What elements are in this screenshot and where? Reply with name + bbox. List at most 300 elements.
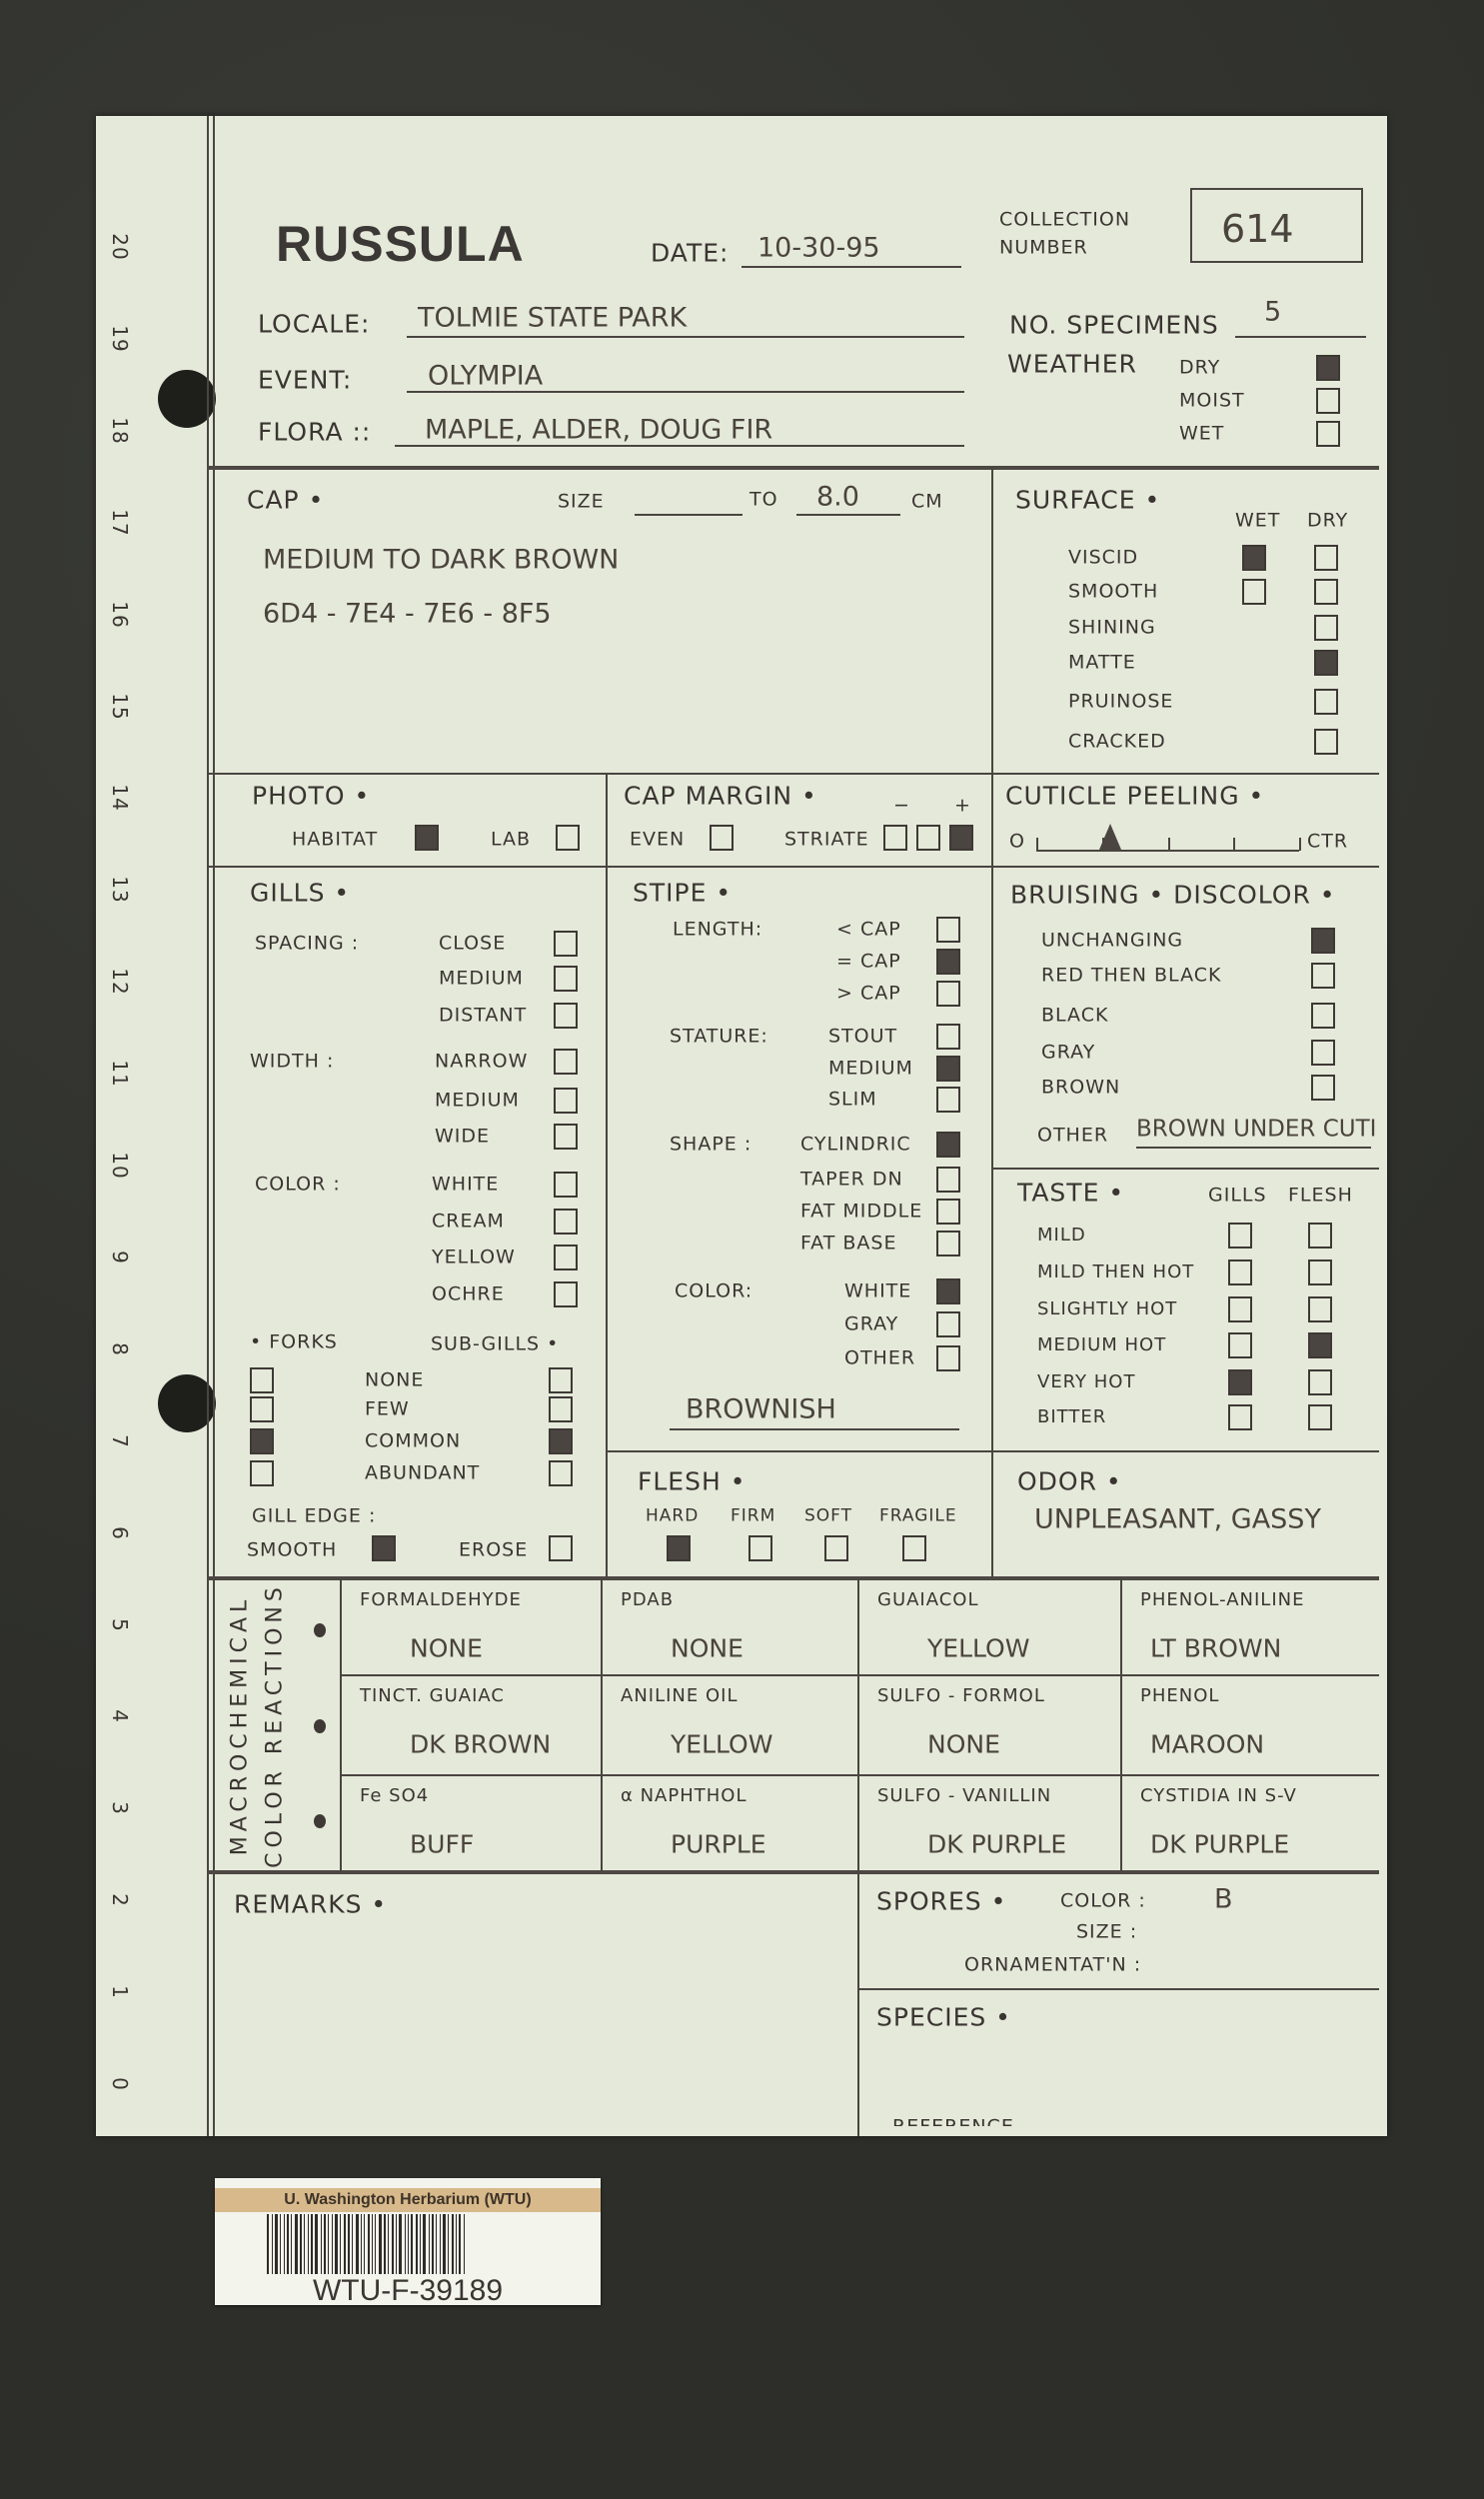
cap-color-description: MEDIUM TO DARK BROWN xyxy=(263,544,620,576)
barcode-bar xyxy=(295,2214,298,2274)
surface-matte-dry-checkbox[interactable] xyxy=(1314,650,1338,676)
cap-margin-striate-checkbox[interactable] xyxy=(916,825,940,851)
surface-option-label: CRACKED xyxy=(1068,730,1166,753)
row-bullet xyxy=(314,1814,326,1828)
stipe-color-option-label: WHITE xyxy=(844,1279,912,1302)
reagent-name: PHENOL-ANILINE xyxy=(1140,1589,1305,1610)
gill-forks-checkbox[interactable] xyxy=(250,1428,274,1454)
reagent-result: NONE xyxy=(410,1633,483,1663)
gill-spacing-label: SPACING : xyxy=(255,932,360,955)
flora-label: FLORA :: xyxy=(258,417,372,447)
cap-margin-striate-checkbox[interactable] xyxy=(949,825,973,851)
stipe-color-other-checkbox[interactable] xyxy=(936,1345,960,1371)
collection-number: 614 xyxy=(1221,207,1294,251)
surface-wet-header: WET xyxy=(1235,509,1281,532)
gill-subgills-checkbox[interactable] xyxy=(549,1428,573,1454)
bruising-other-label: OTHER xyxy=(1037,1124,1109,1147)
stipe-shape-fat-base-checkbox[interactable] xyxy=(936,1231,960,1256)
weather-label: WEATHER xyxy=(1007,349,1137,379)
cap-margin-even-checkbox[interactable] xyxy=(710,825,734,851)
gill-width-wide-checkbox[interactable] xyxy=(554,1124,578,1150)
barcode-bar xyxy=(344,2214,346,2274)
flesh-option-label: FIRM xyxy=(731,1505,776,1526)
reagent-result: PURPLE xyxy=(671,1829,766,1859)
weather-option-label: MOIST xyxy=(1179,389,1245,412)
surface-cracked-dry-checkbox[interactable] xyxy=(1314,729,1338,755)
cuticle-peeling-marker[interactable] xyxy=(1099,824,1121,850)
form-left-border xyxy=(207,116,209,2136)
barcode-bar xyxy=(443,2214,446,2274)
stipe-length--cap-checkbox[interactable] xyxy=(936,981,960,1007)
taste-option-label: MILD xyxy=(1037,1225,1086,1246)
taste-flesh-checkbox[interactable] xyxy=(1308,1404,1332,1430)
ruler-mark: 12 xyxy=(108,968,132,996)
remarks-top-divider xyxy=(207,1870,1379,1874)
divider-line xyxy=(1120,1578,1122,1872)
bruising-brown-checkbox[interactable] xyxy=(1311,1075,1335,1101)
reagent-result: DK PURPLE xyxy=(927,1829,1067,1859)
barcode-bar xyxy=(420,2214,421,2274)
gill-edge-smooth-checkbox[interactable] xyxy=(372,1535,396,1561)
stipe-shape-taper-dn-checkbox[interactable] xyxy=(936,1167,960,1193)
cap-margin-minus: − xyxy=(893,794,910,817)
reagent-name: PHENOL xyxy=(1140,1685,1220,1706)
barcode-bar xyxy=(308,2214,309,2274)
weather-option-label: WET xyxy=(1179,422,1225,445)
cap-section-title: CAP • xyxy=(247,485,325,515)
gill-width-label: WIDTH : xyxy=(250,1050,335,1073)
color-reactions-title: COLOR REACTIONS xyxy=(262,1582,288,1868)
stipe-stature-stout-checkbox[interactable] xyxy=(936,1024,960,1050)
taste-flesh-checkbox[interactable] xyxy=(1308,1369,1332,1395)
taste-flesh-checkbox[interactable] xyxy=(1308,1332,1332,1358)
surface-viscid-wet-checkbox[interactable] xyxy=(1242,545,1266,571)
rule-line xyxy=(207,773,1379,775)
specimens-label: NO. SPECIMENS xyxy=(1009,310,1219,340)
gill-edge-erose-label: EROSE xyxy=(459,1538,529,1561)
gill-spacing-medium-checkbox[interactable] xyxy=(554,966,578,992)
cap-margin-plus: + xyxy=(954,794,971,817)
reagent-name: FORMALDEHYDE xyxy=(360,1589,522,1610)
reagent-name: PDAB xyxy=(621,1589,675,1610)
gill-subgills-checkbox[interactable] xyxy=(549,1460,573,1486)
barcode-bar xyxy=(372,2214,373,2274)
form-title: RUSSULA xyxy=(276,216,525,272)
gill-width-option-label: NARROW xyxy=(435,1050,529,1073)
flesh-hard-checkbox[interactable] xyxy=(667,1535,691,1561)
reagent-result: YELLOW xyxy=(671,1729,773,1759)
gill-color-option-label: WHITE xyxy=(432,1173,500,1196)
barcode-bar xyxy=(280,2214,281,2274)
event-value: OLYMPIA xyxy=(428,360,544,392)
barcode-bar xyxy=(361,2214,362,2274)
barcode-bar xyxy=(287,2214,289,2274)
taste-flesh-checkbox[interactable] xyxy=(1308,1296,1332,1322)
ruler-mark: 5 xyxy=(108,1617,132,1632)
rule-line xyxy=(207,866,1379,868)
bruising-unchanging-checkbox[interactable] xyxy=(1311,928,1335,954)
reagent-result: BUFF xyxy=(410,1829,475,1859)
bruising-other-underline xyxy=(1136,1147,1371,1149)
cuticle-scale-tick xyxy=(1299,838,1301,851)
ruler-mark: 1 xyxy=(108,1985,132,1999)
divider-line xyxy=(606,773,608,1578)
taste-flesh-header: FLESH xyxy=(1288,1184,1353,1207)
flora-value: MAPLE, ALDER, DOUG FIR xyxy=(425,414,773,446)
taste-gills-checkbox[interactable] xyxy=(1228,1369,1252,1395)
bruising-other-value: BROWN UNDER CUTI xyxy=(1136,1116,1377,1143)
flesh-soft-checkbox[interactable] xyxy=(824,1535,848,1561)
taste-gills-checkbox[interactable] xyxy=(1228,1259,1252,1285)
ruler-mark: 17 xyxy=(108,508,132,537)
gill-width-option-label: MEDIUM xyxy=(435,1089,520,1112)
barcode-bar xyxy=(300,2214,302,2274)
barcode-bar xyxy=(452,2214,454,2274)
surface-viscid-dry-checkbox[interactable] xyxy=(1314,545,1338,571)
gill-edge-erose-checkbox[interactable] xyxy=(549,1535,573,1561)
locale-value: TOLMIE STATE PARK xyxy=(418,302,688,334)
reagent-result: LT BROWN xyxy=(1150,1633,1282,1663)
species-label: SPECIES • xyxy=(876,2002,1011,2032)
barcode-bar xyxy=(328,2214,329,2274)
gill-forks-checkbox[interactable] xyxy=(250,1460,274,1486)
barcode-bar xyxy=(388,2214,389,2274)
divider-line xyxy=(857,1872,859,2136)
stipe-stature-slim-checkbox[interactable] xyxy=(936,1087,960,1113)
barcode-bar xyxy=(352,2214,353,2274)
locale-label: LOCALE: xyxy=(258,309,371,339)
header-divider xyxy=(207,466,1379,470)
ruler-mark: 13 xyxy=(108,876,132,905)
weather-moist-checkbox[interactable] xyxy=(1316,388,1340,414)
locale-underline xyxy=(407,336,964,338)
ruler-mark: 9 xyxy=(108,1250,132,1264)
reagent-result: NONE xyxy=(671,1633,743,1663)
bruising-option-label: BROWN xyxy=(1041,1076,1121,1099)
bruising-option-label: GRAY xyxy=(1041,1041,1096,1064)
flesh-firm-checkbox[interactable] xyxy=(748,1535,772,1561)
row-bullet xyxy=(314,1719,326,1733)
photo-section-title: PHOTO • xyxy=(252,781,371,811)
gill-forks-checkbox[interactable] xyxy=(250,1367,274,1393)
gill-forks-option-label: COMMON xyxy=(365,1429,462,1452)
cap-margin-section-title: CAP MARGIN • xyxy=(624,781,817,811)
collection-label: COLLECTION xyxy=(999,208,1131,231)
barcode-bar xyxy=(379,2214,382,2274)
barcode-bar xyxy=(291,2214,292,2274)
stipe-shape-option-label: TAPER DN xyxy=(800,1168,903,1191)
surface-shining-dry-checkbox[interactable] xyxy=(1314,615,1338,641)
bruising-option-label: RED THEN BLACK xyxy=(1041,964,1222,987)
stipe-length--cap-checkbox[interactable] xyxy=(936,949,960,975)
stipe-shape-option-label: CYLINDRIC xyxy=(800,1133,911,1156)
flesh-option-label: FRAGILE xyxy=(879,1505,957,1526)
surface-section-title: SURFACE • xyxy=(1015,485,1161,515)
ruler-mark: 15 xyxy=(108,692,132,721)
stipe-color-white-checkbox[interactable] xyxy=(936,1278,960,1304)
bruising-section-title: BRUISING • DISCOLOR • xyxy=(1010,880,1336,910)
cap-unit: CM xyxy=(911,490,943,513)
rule-line xyxy=(606,1450,1379,1452)
barcode-bar xyxy=(416,2214,418,2274)
rule-line xyxy=(991,1168,1379,1170)
barcode-bar xyxy=(321,2214,322,2274)
barcode-bar xyxy=(356,2214,359,2274)
barcode-bar xyxy=(267,2214,269,2274)
barcode-bar xyxy=(399,2214,402,2274)
cuticle-scale-start: O xyxy=(1009,830,1025,853)
ruler-mark: 19 xyxy=(108,325,132,353)
barcode-bar xyxy=(459,2214,461,2274)
bruising-option-label: UNCHANGING xyxy=(1041,929,1184,952)
gill-color-yellow-checkbox[interactable] xyxy=(554,1245,578,1270)
spores-section-title: SPORES • xyxy=(876,1886,1007,1916)
barcode-bar xyxy=(324,2214,326,2274)
gill-color-option-label: YELLOW xyxy=(432,1246,516,1268)
stipe-length-option-label: = CAP xyxy=(836,950,901,973)
stipe-shape-label: SHAPE : xyxy=(670,1133,752,1156)
divider-line xyxy=(601,1578,603,1872)
ruler-mark: 8 xyxy=(108,1341,132,1356)
gill-forks-option-label: NONE xyxy=(365,1368,425,1391)
stipe-color-option-label: GRAY xyxy=(844,1312,899,1335)
bruising-gray-checkbox[interactable] xyxy=(1311,1040,1335,1066)
stipe-color-gray-checkbox[interactable] xyxy=(936,1311,960,1337)
gill-spacing-option-label: DISTANT xyxy=(439,1004,528,1027)
stipe-length-option-label: < CAP xyxy=(836,918,901,941)
cap-margin-striate-checkbox[interactable] xyxy=(883,825,907,851)
macrochem-top-divider xyxy=(207,1576,1379,1580)
ruler-mark: 6 xyxy=(108,1525,132,1540)
stipe-length-label: LENGTH: xyxy=(673,918,763,941)
ruler-mark: 3 xyxy=(108,1801,132,1816)
barcode-bar xyxy=(456,2214,457,2274)
taste-gills-checkbox[interactable] xyxy=(1228,1332,1252,1358)
flesh-option-label: HARD xyxy=(646,1505,700,1526)
surface-dry-header: DRY xyxy=(1307,509,1349,532)
photo-lab-checkbox[interactable] xyxy=(556,825,580,851)
barcode-bar xyxy=(384,2214,386,2274)
gill-width-option-label: WIDE xyxy=(435,1125,491,1148)
reagent-name: CYSTIDIA IN S-V xyxy=(1140,1785,1297,1806)
surface-smooth-wet-checkbox[interactable] xyxy=(1242,579,1266,605)
odor-section-title: ODOR • xyxy=(1017,1466,1122,1496)
barcode-bar xyxy=(275,2214,278,2274)
reagent-name: SULFO - FORMOL xyxy=(877,1685,1045,1706)
surface-option-label: PRUINOSE xyxy=(1068,690,1174,713)
bruising-black-checkbox[interactable] xyxy=(1311,1003,1335,1029)
spore-color-value: B xyxy=(1214,1883,1233,1915)
taste-gills-checkbox[interactable] xyxy=(1228,1223,1252,1249)
stipe-section-title: STIPE • xyxy=(633,878,733,908)
gill-color-ochre-checkbox[interactable] xyxy=(554,1281,578,1307)
gill-subgills-label: SUB-GILLS • xyxy=(431,1332,560,1355)
barcode-bar xyxy=(432,2214,434,2274)
stipe-shape-fat-middle-checkbox[interactable] xyxy=(936,1199,960,1225)
reagent-name: TINCT. GUAIAC xyxy=(360,1685,505,1706)
row-bullet xyxy=(314,1623,326,1637)
bruising-red-then-black-checkbox[interactable] xyxy=(1311,963,1335,989)
collection-label: NUMBER xyxy=(999,236,1088,259)
barcode xyxy=(267,2214,567,2274)
gill-spacing-distant-checkbox[interactable] xyxy=(554,1003,578,1029)
taste-option-label: BITTER xyxy=(1037,1406,1107,1427)
gills-section-title: GILLS • xyxy=(250,878,351,908)
ruler-mark: 2 xyxy=(108,1893,132,1908)
gill-edge-label: GILL EDGE : xyxy=(252,1504,377,1527)
gill-color-label: COLOR : xyxy=(255,1173,341,1196)
gill-width-narrow-checkbox[interactable] xyxy=(554,1049,578,1075)
ruler-mark: 0 xyxy=(108,2077,132,2091)
institution-name: U. Washington Herbarium (WTU) xyxy=(215,2188,601,2212)
gill-spacing-close-checkbox[interactable] xyxy=(554,931,578,957)
cuticle-scale-tick xyxy=(1168,838,1170,851)
divider-line xyxy=(340,1578,342,1872)
event-label: EVENT: xyxy=(258,365,353,395)
gill-subgills-checkbox[interactable] xyxy=(549,1396,573,1422)
weather-wet-checkbox[interactable] xyxy=(1316,421,1340,447)
date-underline xyxy=(742,266,961,268)
flesh-section-title: FLESH • xyxy=(638,1466,746,1496)
barcode-bar xyxy=(304,2214,305,2274)
weather-option-label: DRY xyxy=(1179,356,1221,379)
cuticle-peeling-section-title: CUTICLE PEELING • xyxy=(1005,781,1265,811)
cap-size-label: SIZE xyxy=(558,490,605,513)
cap-size-max-underline xyxy=(796,514,900,516)
ruler-mark: 11 xyxy=(108,1060,132,1088)
gill-color-cream-checkbox[interactable] xyxy=(554,1209,578,1235)
specimens-value: 5 xyxy=(1264,296,1282,328)
taste-section-title: TASTE • xyxy=(1017,1178,1125,1208)
stipe-length-option-label: > CAP xyxy=(836,982,901,1005)
surface-pruinose-dry-checkbox[interactable] xyxy=(1314,689,1338,715)
photo-habitat-checkbox[interactable] xyxy=(415,825,439,851)
stipe-shape-option-label: FAT BASE xyxy=(800,1232,897,1254)
barcode-bar xyxy=(408,2214,409,2274)
gill-forks-checkbox[interactable] xyxy=(250,1396,274,1422)
rule-line xyxy=(340,1674,1379,1676)
barcode-bar xyxy=(315,2214,318,2274)
barcode-bar xyxy=(364,2214,365,2274)
barcode-bar xyxy=(284,2214,285,2274)
ruler-mark: 14 xyxy=(108,784,132,813)
photo-habitat-label: HABITAT xyxy=(292,828,379,851)
reagent-name: GUAIACOL xyxy=(877,1589,979,1610)
rule-line xyxy=(340,1774,1379,1776)
date-label: DATE: xyxy=(651,238,730,268)
gill-subgills-checkbox[interactable] xyxy=(549,1367,573,1393)
barcode-bar xyxy=(335,2214,338,2274)
rule-line xyxy=(857,1988,1379,1990)
stipe-stature-option-label: SLIM xyxy=(828,1088,877,1111)
weather-dry-checkbox[interactable] xyxy=(1316,355,1340,381)
cuticle-scale-tick xyxy=(1233,838,1235,851)
gill-edge-smooth-label: SMOOTH xyxy=(247,1538,338,1561)
ruler-mark: 7 xyxy=(108,1433,132,1448)
barcode-bar xyxy=(411,2214,413,2274)
reagent-name: ANILINE OIL xyxy=(621,1685,739,1706)
surface-option-label: SMOOTH xyxy=(1068,580,1159,603)
spore-ornamentation-label: ORNAMENTAT'N : xyxy=(964,1953,1142,1976)
barcode-bar xyxy=(436,2214,437,2274)
stipe-shape-cylindric-checkbox[interactable] xyxy=(936,1132,960,1158)
date-value: 10-30-95 xyxy=(757,232,880,264)
barcode-bar xyxy=(448,2214,449,2274)
taste-gills-checkbox[interactable] xyxy=(1228,1296,1252,1322)
taste-option-label: VERY HOT xyxy=(1037,1371,1136,1392)
form-left-border xyxy=(213,116,215,2136)
reagent-result: DK PURPLE xyxy=(1150,1829,1290,1859)
gill-color-white-checkbox[interactable] xyxy=(554,1172,578,1198)
gill-forks-label: • FORKS xyxy=(250,1330,338,1353)
barcode-bar xyxy=(396,2214,397,2274)
cap-margin-striate-label: STRIATE xyxy=(784,828,869,851)
stipe-stature-option-label: STOUT xyxy=(828,1025,898,1048)
stipe-shape-option-label: FAT MIDDLE xyxy=(800,1200,923,1223)
divider-line xyxy=(857,1578,859,1872)
barcode-bar xyxy=(405,2214,406,2274)
stipe-color-label: COLOR: xyxy=(675,1279,753,1302)
gill-spacing-option-label: MEDIUM xyxy=(439,967,524,990)
taste-option-label: SLIGHTLY HOT xyxy=(1037,1298,1178,1319)
divider-line xyxy=(991,468,993,1578)
surface-option-label: SHINING xyxy=(1068,616,1156,639)
stipe-color-option-label: OTHER xyxy=(844,1346,916,1369)
flora-underline xyxy=(395,445,964,447)
gill-forks-option-label: FEW xyxy=(365,1397,410,1420)
cap-to-label: TO xyxy=(749,488,778,511)
reagent-result: MAROON xyxy=(1150,1729,1265,1759)
barcode-bar xyxy=(423,2214,426,2274)
surface-option-label: MATTE xyxy=(1068,651,1136,674)
stipe-length--cap-checkbox[interactable] xyxy=(936,917,960,943)
taste-gills-checkbox[interactable] xyxy=(1228,1404,1252,1430)
surface-smooth-dry-checkbox[interactable] xyxy=(1314,579,1338,605)
ruler-mark: 20 xyxy=(108,233,132,261)
stipe-stature-option-label: MEDIUM xyxy=(828,1057,913,1080)
ruler-mark: 10 xyxy=(108,1152,132,1180)
stipe-stature-label: STATURE: xyxy=(670,1025,768,1048)
surface-option-label: VISCID xyxy=(1068,546,1139,569)
barcode-bar xyxy=(429,2214,430,2274)
cap-size-max: 8.0 xyxy=(816,481,859,513)
barcode-bar xyxy=(272,2214,273,2274)
photo-lab-label: LAB xyxy=(491,828,532,851)
barcode-bar xyxy=(348,2214,350,2274)
macrochemical-title: MACROCHEMICAL xyxy=(227,1594,253,1856)
bruising-option-label: BLACK xyxy=(1041,1004,1109,1027)
gill-width-medium-checkbox[interactable] xyxy=(554,1088,578,1114)
stipe-stature-medium-checkbox[interactable] xyxy=(936,1056,960,1082)
barcode-bar xyxy=(464,2214,465,2274)
ruler-mark: 18 xyxy=(108,417,132,445)
taste-gills-header: GILLS xyxy=(1208,1184,1267,1207)
flesh-fragile-checkbox[interactable] xyxy=(902,1535,926,1561)
barcode-bar xyxy=(440,2214,441,2274)
gill-spacing-option-label: CLOSE xyxy=(439,932,507,955)
remarks-label: REMARKS • xyxy=(234,1889,388,1919)
barcode-bar xyxy=(340,2214,341,2274)
taste-option-label: MILD THEN HOT xyxy=(1037,1261,1195,1282)
barcode-bar xyxy=(375,2214,376,2274)
gill-color-option-label: CREAM xyxy=(432,1210,505,1233)
taste-flesh-checkbox[interactable] xyxy=(1308,1259,1332,1285)
cuticle-scale-tick xyxy=(1036,838,1038,851)
taste-flesh-checkbox[interactable] xyxy=(1308,1223,1332,1249)
specimens-underline xyxy=(1235,336,1366,338)
reagent-result: DK BROWN xyxy=(410,1729,552,1759)
stipe-color-note: BROWNISH xyxy=(686,1393,836,1425)
